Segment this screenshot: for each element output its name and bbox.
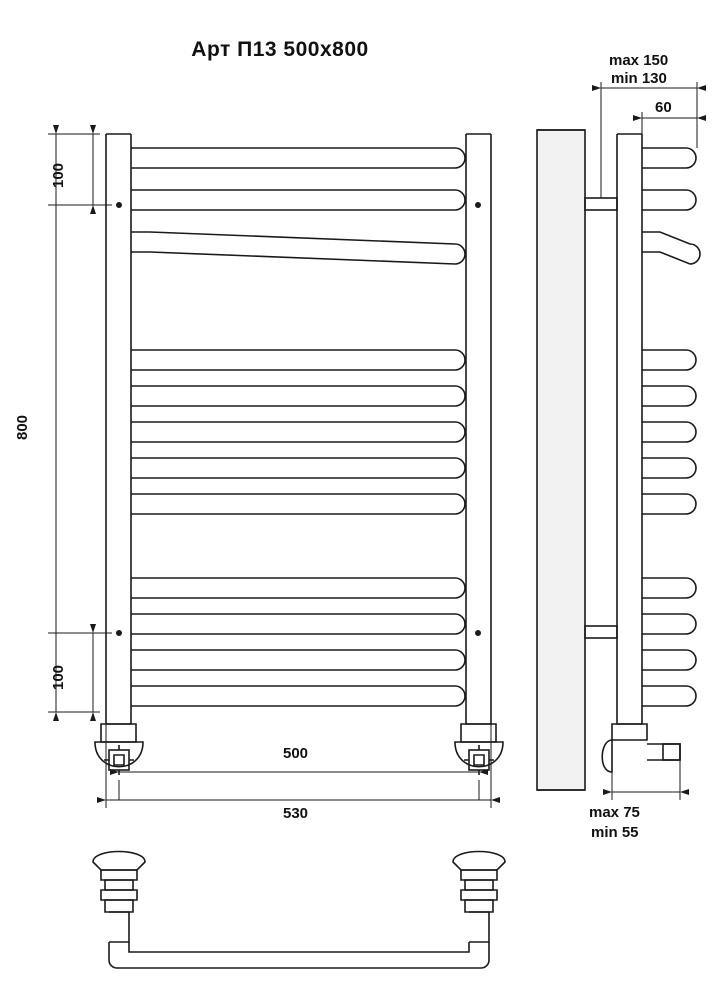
bottom-plan-view [93, 852, 505, 969]
dimension-depth-max: max 150 [609, 52, 669, 69]
side-view [537, 130, 700, 790]
dimension-depth-min: min 130 [611, 70, 667, 87]
dimension-top-offset: 100 [50, 162, 67, 188]
dimension-side-tube: 60 [655, 99, 672, 116]
dimension-width-centers: 500 [283, 745, 309, 762]
dimension-width-overall: 530 [283, 805, 309, 822]
dimension-bottom-offset: 100 [50, 664, 67, 690]
drawing-title: Арт П13 500x800 [191, 38, 369, 61]
dimension-foot-max: max 75 [589, 804, 640, 821]
front-view [95, 134, 503, 775]
dimension-foot-min: min 55 [591, 824, 639, 841]
dimension-lines-front [48, 134, 491, 808]
dimension-height: 800 [14, 414, 31, 440]
